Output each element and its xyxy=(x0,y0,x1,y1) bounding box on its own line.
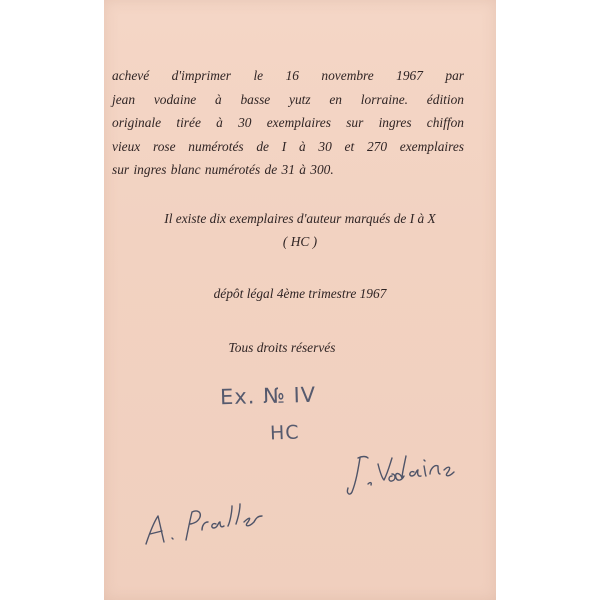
signature-vodaine xyxy=(344,436,466,500)
author-copies-notice: Il existe dix exemplaires d'auteur marqués de I à X xyxy=(164,211,436,226)
legal-deposit: dépôt légal 4ème trimestre 1967 xyxy=(213,286,387,301)
hors-commerce-mark: ( HC ) xyxy=(282,234,318,249)
colophon-line: vieux rose numérotés de I à 30 et 270 exemplaires xyxy=(112,138,464,154)
colophon-line: originale tirée à 30 exemplaires sur ingres chiffon xyxy=(112,115,464,130)
handwritten-copy-number: Ex. № IV xyxy=(219,382,317,410)
colophon-line: jean vodaine à basse yutz en lorraine. édition xyxy=(112,91,464,107)
handwritten-hc: HC xyxy=(269,421,300,445)
colophon-paragraph xyxy=(112,64,464,182)
colophon-line: sur ingres blanc numérotés de 31 à 300. xyxy=(112,162,334,177)
rights-reserved: Tous droits réservés xyxy=(228,340,336,355)
colophon-line: achevé d'imprimer le 16 novembre 1967 par xyxy=(112,68,464,83)
signature-pradier xyxy=(138,486,284,552)
